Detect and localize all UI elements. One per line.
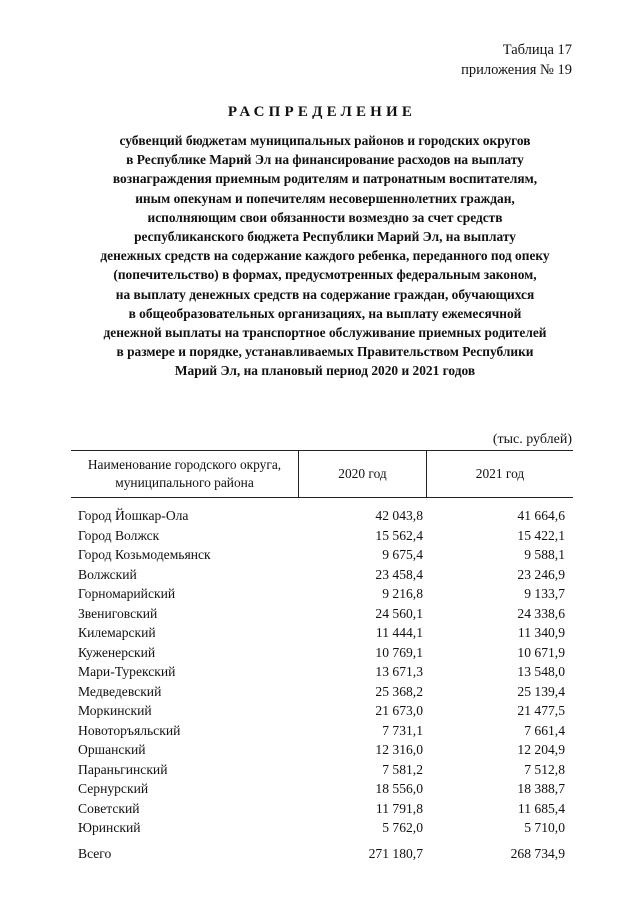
total-row — [71, 844, 573, 864]
row-value-2020: 24 560,1 — [375, 605, 423, 621]
row-value-2021: 25 139,4 — [517, 683, 565, 699]
row-name: Сернурский — [78, 781, 149, 796]
row-name: Мари-Турекский — [78, 664, 176, 679]
row-value-2020: 13 671,3 — [375, 664, 423, 679]
row-value-2021: 11 685,4 — [517, 800, 565, 816]
header-name-line1: Наименование городского округа, — [87, 457, 282, 472]
subtitle-line: республиканского бюджета Республики Марий Эл, на выплату — [134, 229, 516, 245]
subtitle-line: в общеобразовательных организациях, на выплату ежемесячной — [128, 305, 522, 321]
row-name: Советский — [78, 800, 140, 816]
row-value-2020: 9 675,4 — [382, 547, 423, 562]
header-2021: 2021 год — [475, 466, 525, 481]
header-2020: 2020 год — [299, 451, 427, 497]
subtitle-line: в Республике Марий Эл на финансирование расходов на выплату — [126, 152, 524, 168]
row-value-2020: 25 368,2 — [375, 683, 423, 699]
subtitle-line: денежной выплаты на транспортное обслуживание приемных родителей — [103, 325, 547, 341]
distribution-table — [71, 450, 573, 863]
subtitle-line: денежных средств на содержание каждого ребенка, переданного под опеку — [100, 248, 550, 264]
table-row — [71, 799, 573, 819]
row-value-2020: 7 581,2 — [382, 761, 423, 777]
row-value-2020: 12 316,0 — [375, 742, 423, 757]
subtitle-line: вознаграждения приемным родителям и патронатным воспитателям, — [112, 171, 538, 187]
table-row — [71, 818, 573, 838]
row-value-2021: 11 340,9 — [517, 625, 565, 640]
table-row — [71, 545, 573, 565]
row-value-2021: 23 246,9 — [517, 566, 565, 582]
row-name: Куженерский — [78, 644, 156, 660]
table-number: Таблица 17 — [502, 42, 572, 58]
table-row — [71, 740, 573, 760]
row-value-2021: 7 512,8 — [524, 761, 565, 777]
table-row — [71, 779, 573, 799]
row-value-2021: 12 204,9 — [517, 742, 565, 757]
table-reference — [461, 40, 572, 80]
row-value-2021: 21 477,5 — [517, 703, 565, 718]
table-row — [71, 623, 573, 643]
row-value-2021: 41 664,6 — [517, 508, 565, 523]
row-value-2021: 9 133,7 — [524, 586, 565, 601]
header-name-line2: муниципального района — [115, 475, 254, 490]
subtitle-line: исполняющим свои обязанности возмездно за счет средств — [147, 209, 503, 225]
row-name: Юринский — [78, 820, 141, 835]
table-body — [71, 498, 573, 863]
row-name: Килемарский — [78, 625, 156, 640]
row-name: Город Волжск — [78, 527, 160, 543]
table-row — [71, 662, 573, 682]
total-value-2020: 271 180,7 — [368, 845, 423, 861]
table-row — [71, 584, 573, 604]
row-value-2021: 10 671,9 — [517, 644, 565, 660]
table-row — [71, 565, 573, 585]
row-name: Оршанский — [78, 742, 146, 757]
row-value-2020: 5 762,0 — [382, 820, 423, 835]
row-value-2020: 11 791,8 — [375, 800, 423, 816]
table-row — [71, 701, 573, 721]
table-row — [71, 526, 573, 546]
subtitle-line: субвенций бюджетам муниципальных районов и городских округов — [119, 133, 531, 148]
row-value-2020: 9 216,8 — [382, 586, 423, 601]
total-value-2021: 268 734,9 — [510, 845, 565, 861]
document-title: РАСПРЕДЕЛЕНИЕ — [227, 104, 417, 120]
row-name: Горномарийский — [78, 586, 176, 601]
row-value-2021: 24 338,6 — [517, 605, 565, 621]
row-name: Моркинский — [78, 703, 152, 718]
table-row — [71, 682, 573, 702]
table-row — [71, 506, 573, 526]
row-name: Новоторъяльский — [78, 722, 181, 738]
appendix-number: приложения № 19 — [461, 62, 572, 78]
row-value-2020: 10 769,1 — [375, 644, 423, 660]
subtitle-line: (попечительство) в формах, предусмотренных федеральным законом, — [113, 267, 537, 283]
row-value-2021: 7 661,4 — [524, 722, 565, 738]
total-label: Всего — [78, 845, 112, 861]
row-value-2021: 5 710,0 — [524, 820, 565, 835]
row-value-2021: 13 548,0 — [517, 664, 565, 679]
units-label: (тыс. рублей) — [492, 432, 572, 447]
row-name: Параньгинский — [78, 761, 168, 777]
row-name: Медведевский — [78, 683, 162, 699]
row-value-2020: 15 562,4 — [375, 527, 423, 543]
document-subtitle — [70, 131, 580, 381]
row-value-2021: 18 388,7 — [517, 781, 565, 796]
row-value-2021: 15 422,1 — [517, 527, 565, 543]
subtitle-line: на выплату денежных средств на содержание граждан, обучающихся — [115, 286, 535, 302]
subtitle-line: иным опекунам и попечителям несовершеннолетних граждан, — [135, 190, 515, 206]
row-value-2020: 42 043,8 — [375, 508, 423, 523]
row-value-2020: 11 444,1 — [375, 625, 423, 640]
row-name: Звениговский — [78, 605, 158, 621]
row-name: Город Йошкар-Ола — [78, 508, 189, 523]
row-value-2021: 9 588,1 — [524, 547, 565, 562]
table-row — [71, 721, 573, 741]
row-value-2020: 18 556,0 — [375, 781, 423, 796]
header-name — [71, 451, 299, 497]
table-row — [71, 643, 573, 663]
row-value-2020: 23 458,4 — [375, 566, 423, 582]
subtitle-line: Марий Эл, на плановый период 2020 и 2021 годов — [174, 363, 476, 379]
table-row — [71, 760, 573, 780]
row-name: Город Козьмодемьянск — [78, 547, 211, 562]
table-row — [71, 604, 573, 624]
row-name: Волжский — [78, 566, 137, 582]
row-value-2020: 7 731,1 — [382, 722, 423, 738]
table-header — [71, 450, 573, 498]
row-value-2020: 21 673,0 — [375, 703, 423, 718]
subtitle-line: в размере и порядке, устанавливаемых Правительством Республики — [116, 344, 534, 360]
